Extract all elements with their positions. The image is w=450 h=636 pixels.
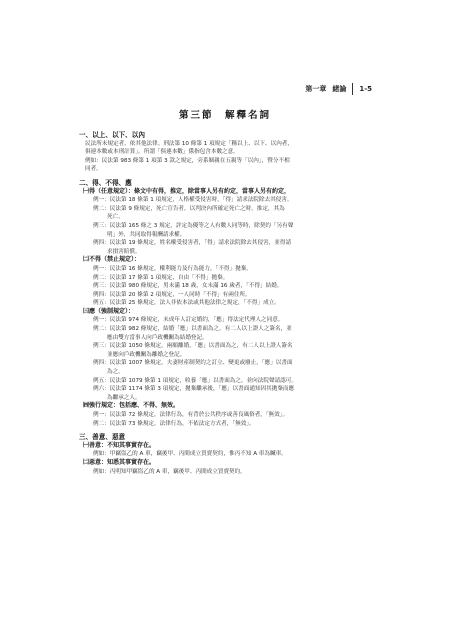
section-heading: 三、善意、惡意 xyxy=(79,433,126,442)
body-text-line: 明」外，共同取得報酬請求權。 xyxy=(107,231,186,238)
body-text-line: 例二：民法第 982 條規定，結婚「應」以書面為之，有二人以上證人之簽名，並 xyxy=(93,326,292,333)
body-text-line: 例如：民法第 983 條第 1 項第 3 款之規定，旁系姻親在五親等「以內」，暨分不相 xyxy=(85,157,290,164)
body-text-line: 例如：丙明知甲竊盜乙的 A 車，竊後甲、丙間成立買賣契約。 xyxy=(93,468,246,475)
subsection-heading: ㈡惡意：知悉其事實存在。 xyxy=(83,458,156,466)
body-text-line: 例一：民法第 16 條規定，權利能力及行為能力，「不得」拋棄。 xyxy=(93,265,252,272)
subsection-heading: ㈣強行規定：包括應、不得、無效。 xyxy=(83,402,180,410)
body-text-line: 為之。 xyxy=(107,369,124,376)
body-text-line: 例二：民法第 17 條第 1 項規定，自由「不得」拋棄。 xyxy=(93,274,229,281)
section-heading: 一、以上、以下、以內 xyxy=(79,131,145,139)
body-text-line: 例一：民法第 974 條規定，未成年人訂定婚約，「應」得法定代理人之同意。 xyxy=(93,317,284,324)
document-body xyxy=(79,126,379,476)
body-text-line: 例三：民法第 165 條之 3 規定，評定為優等之人有數人同等時，除契約「另有聲 xyxy=(93,222,294,229)
body-text-line: 例三：民法第 1050 條規定，兩願離婚，「應」以書面為之，有二人以上證人簽名 xyxy=(93,343,293,350)
body-text-line: 例二：民法第 9 條規定，死亡宣告者，以判決內所確定死亡之時，推定，其為 xyxy=(93,205,285,212)
body-text-line: 俱連本數或本刑計算」。所謂「俱連本數」係指包含本數之意。 xyxy=(85,149,239,156)
body-text-line: 死亡。 xyxy=(107,214,124,221)
body-text-line: 例四：民法第 19 條規定，姓名權受侵害者，「得」請求法院除去其侵害，並得請 xyxy=(93,240,292,247)
body-text-line: 例五：民法第 25 條規定，法人非依本法或其他法律之規定，「不得」成立。 xyxy=(93,300,280,307)
body-text-line: 並應向戶政機關為離婚之登記。 xyxy=(107,351,186,358)
body-text-line: 例四：民法第 1007 條規定，夫妻財產制契約之訂立、變更或廢止，「應」以書面 xyxy=(93,360,293,367)
body-text-line: 例三：民法第 980 條規定，男未滿 18 歲，女未滿 16 歲者，「不得」結婚。 xyxy=(93,283,283,290)
body-text-line: 求損害賠償。 xyxy=(107,248,141,255)
chapter-title: 緒論 xyxy=(332,85,347,93)
page-header xyxy=(305,83,372,95)
body-text-line: 例二：民法第 73 條規定，法律行為，不依法定方式者，「無效」。 xyxy=(93,420,255,427)
subsection-heading: ㈠善意：不知其事實存在。 xyxy=(83,441,156,449)
section-title: 第三節 解釋名詞 xyxy=(178,110,271,121)
page-number: 1-5 xyxy=(359,85,372,93)
body-text-line: 例如：甲竊盜乙的 A 車，竊後甲、丙間成立買賣契約，惟丙不知 A 車為贓車。 xyxy=(93,451,287,458)
subsection-heading: ㈡不得（禁止規定）： xyxy=(83,256,141,264)
section-heading: 二、得、不得、應 xyxy=(79,178,132,187)
body-text-line: 同者。 xyxy=(85,166,102,173)
chapter-label: 第一章 xyxy=(305,85,327,93)
body-text-line: 例六：民法第 1174 條第 3 項規定，拋棄繼承後，「應」以書面通知因其拋棄而應 xyxy=(93,386,295,393)
body-text-line: 例四：民法第 20 條第 2 項規定，一人同時「不得」有兩住所。 xyxy=(93,291,251,298)
subsection-heading: ㈢應（強制規定）： xyxy=(83,307,135,315)
body-text-line: 例一：民法第 18 條第 1 項規定，人格權受侵害時，「得」請求法院除去其侵害。 xyxy=(93,197,293,204)
body-text-line: 應由雙方當事人向戶政機關為結婚登記。 xyxy=(107,334,208,341)
body-text-line: 例五：民法第 1079 條第 1 項規定，收養「應」以書面為之，並向法院聲請認可。 xyxy=(93,377,297,384)
body-text-line: 民法所未規定者，依其他法律。刑法第 10 條第 1 項規定「稱以上、以下、以內者， xyxy=(85,140,293,147)
header-separator xyxy=(352,83,353,95)
subsection-heading: ㈠得（任意規定）：條文中有得，推定，除當事人另有約定，當事人另有約定， xyxy=(83,187,291,195)
body-text-line: 為繼承之人。 xyxy=(107,394,141,401)
body-text-line: 例一：民法第 72 條規定，法律行為，有背於公共秩序或善良風俗者，「無效」。 xyxy=(93,412,289,418)
